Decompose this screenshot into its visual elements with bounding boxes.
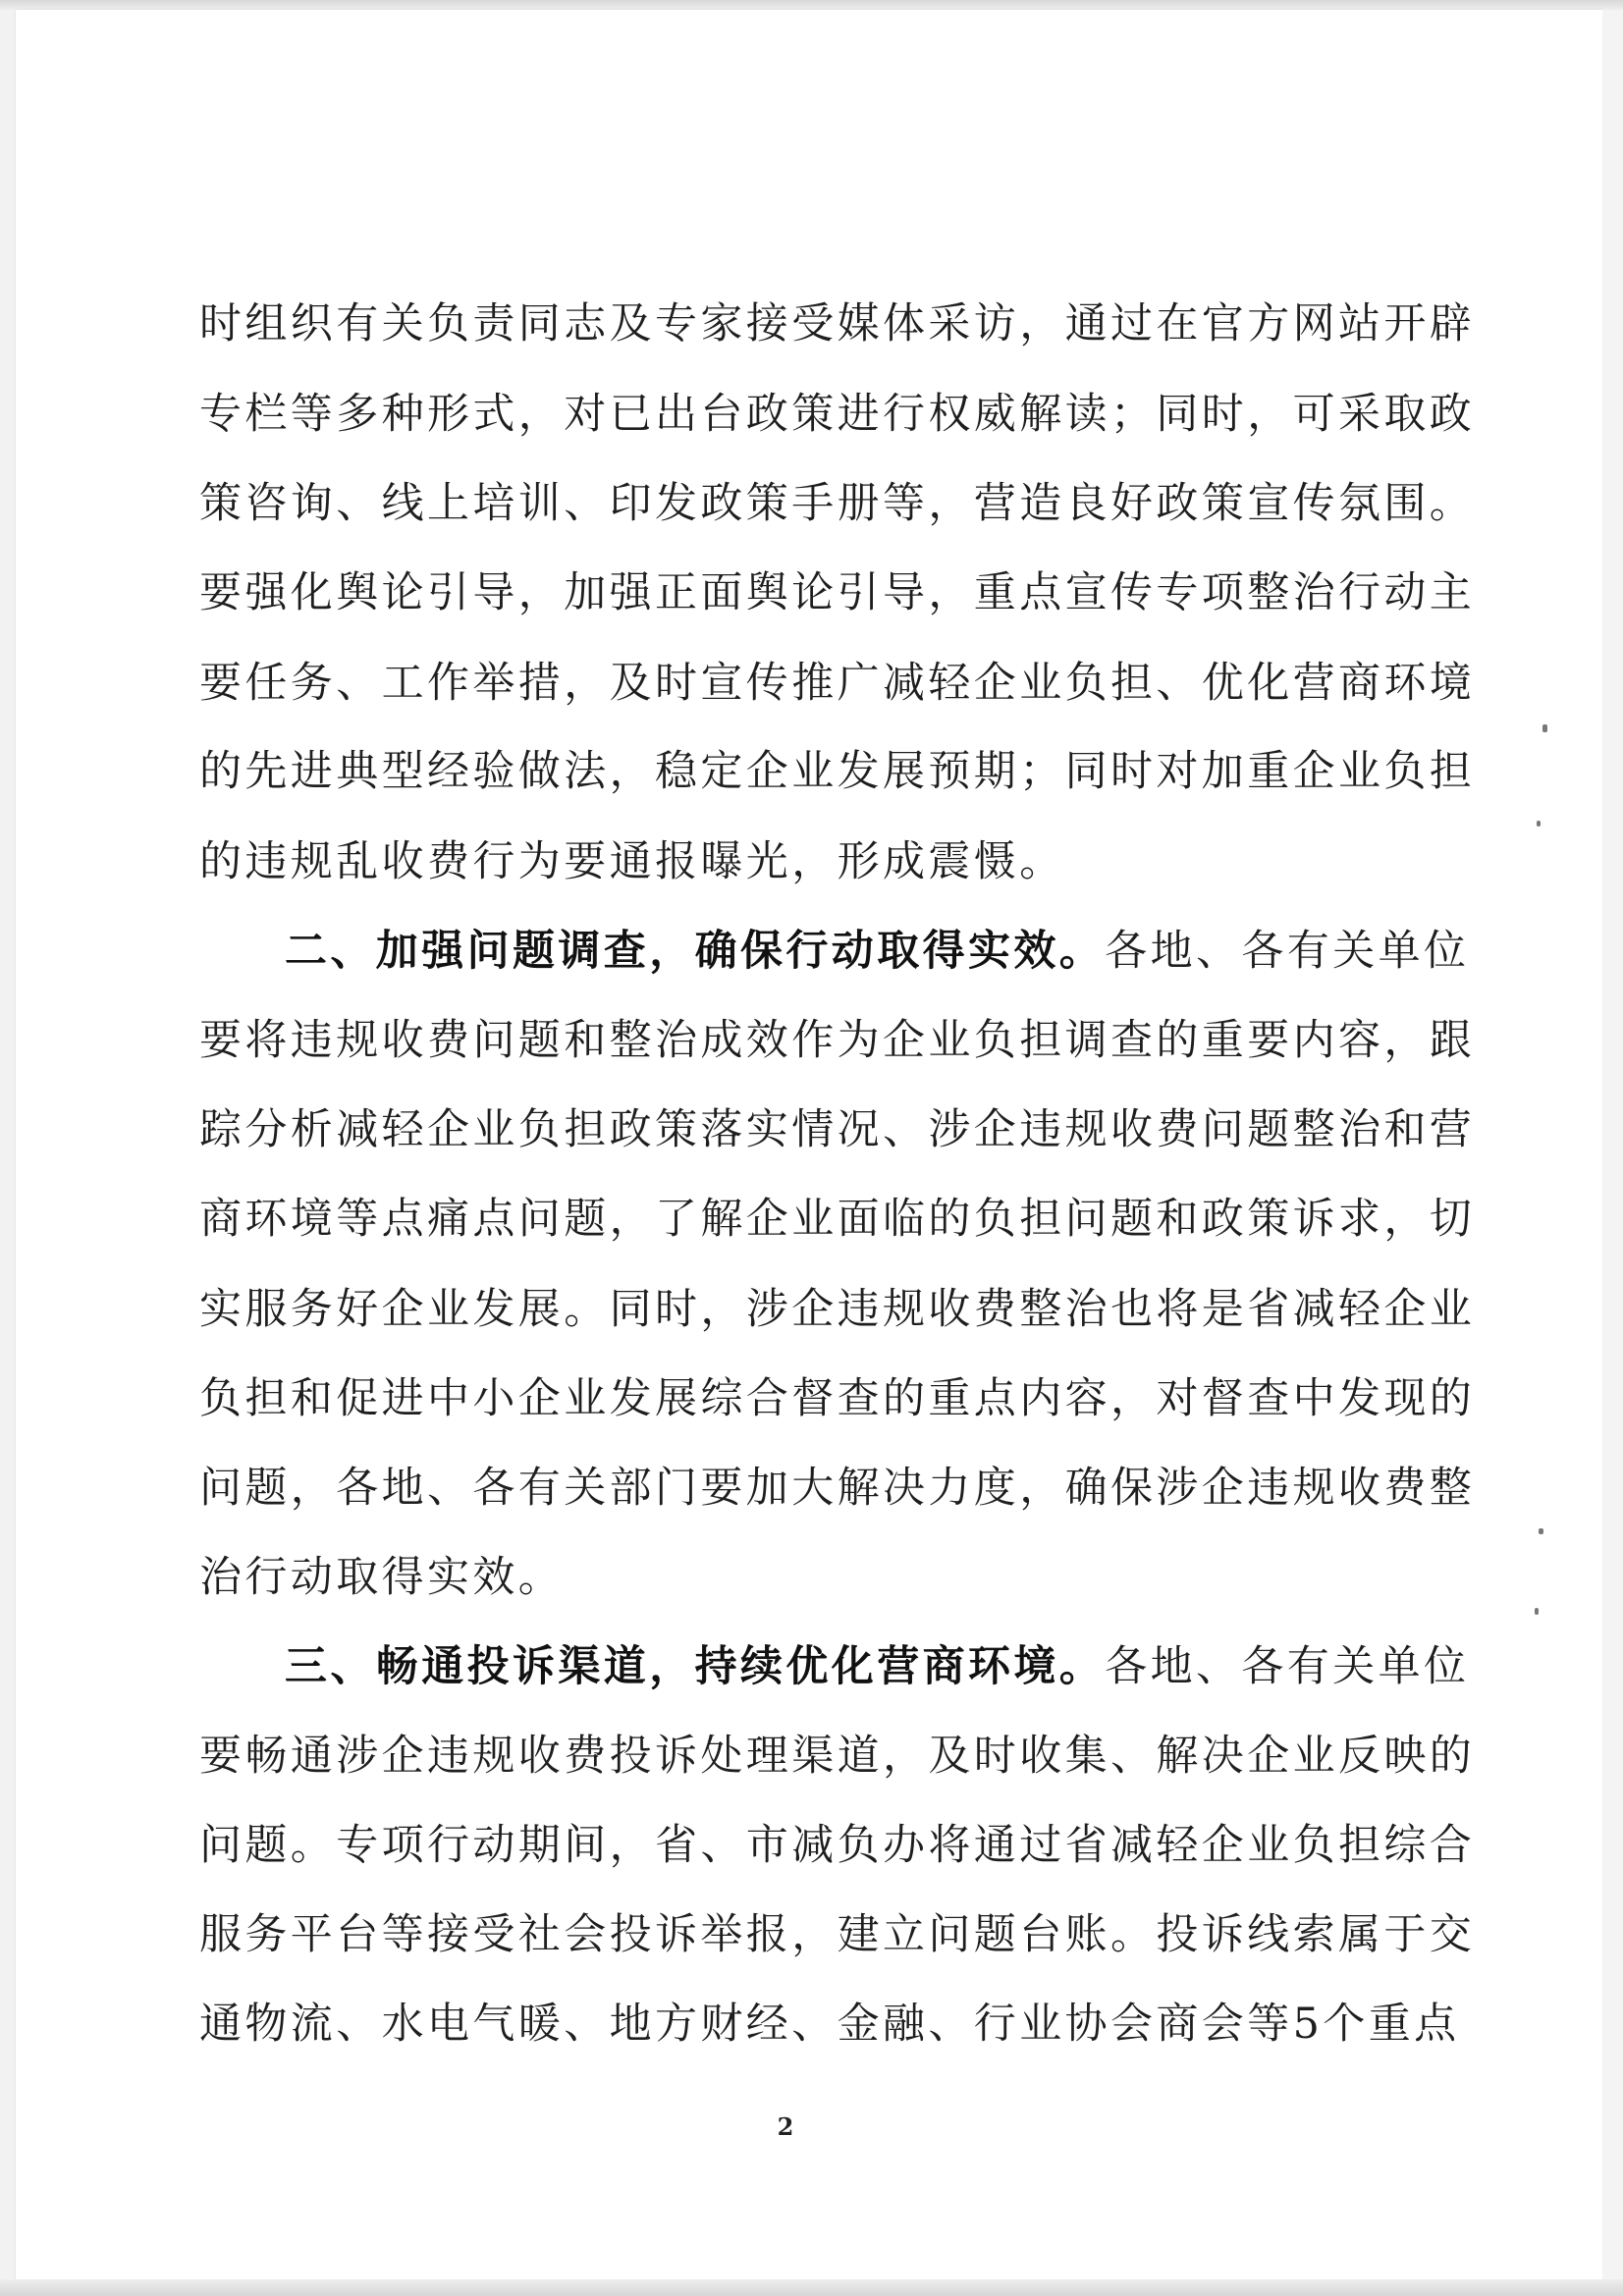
body-line: 专栏等多种形式，对已出台政策进行权威解读；同时，可采取政: [199, 390, 1476, 439]
scan-right-margin: [1602, 10, 1623, 2279]
scan-speck: [1542, 724, 1547, 732]
body-line: 治行动取得实效。: [199, 1553, 565, 1602]
body-line: 问题，各地、各有关部门要加大解决力度，确保涉企违规收费整: [199, 1464, 1476, 1513]
body-line: 时组织有关负责同志及专家接受媒体采访，通过在官方网站开辟: [199, 299, 1476, 348]
scan-bottom-border: [0, 2279, 1623, 2296]
body-line: 商环境等点痛点问题，了解企业面临的负担问题和政策诉求，切: [199, 1195, 1476, 1244]
body-line: 要强化舆论引导，加强正面舆论引导，重点宣传专项整治行动主: [199, 568, 1476, 617]
body-line: 要将违规收费问题和整治成效作为企业负担调查的重要内容，跟: [199, 1016, 1476, 1065]
body-line: 负担和促进中小企业发展综合督查的重点内容，对督查中发现的: [199, 1374, 1476, 1423]
body-line: 的违规乱收费行为要通报曝光，形成震慑。: [199, 837, 1065, 886]
scan-speck: [1537, 821, 1541, 827]
body-line: 要畅通涉企违规收费投诉处理渠道，及时收集、解决企业反映的: [199, 1732, 1476, 1781]
body-line: 的先进典型经验做法，稳定企业发展预期；同时对加重企业负担: [199, 747, 1476, 796]
section-heading-line: 二、加强问题调查，确保行动取得实效。各地、各有关单位: [285, 927, 1470, 976]
section-heading: 三、畅通投诉渠道，持续优化营商环境。: [285, 1642, 1106, 1691]
section-heading-line: 三、畅通投诉渠道，持续优化营商环境。各地、各有关单位: [285, 1642, 1470, 1691]
body-line: 踪分析减轻企业负担政策落实情况、涉企违规收费问题整治和营: [199, 1105, 1476, 1154]
section-heading: 二、加强问题调查，确保行动取得实效。: [285, 927, 1106, 976]
body-line: 策咨询、线上培训、印发政策手册等，营造良好政策宣传氛围。: [199, 479, 1476, 528]
scan-top-border: [0, 0, 1623, 10]
body-line: 实服务好企业发展。同时，涉企违规收费整治也将是省减轻企业: [199, 1285, 1476, 1334]
scan-speck: [1535, 1608, 1539, 1615]
page-number: 2: [777, 2112, 794, 2141]
body-line: 通物流、水电气暖、地方财经、金融、行业协会商会等5个重点: [199, 2000, 1460, 2049]
scan-speck: [1539, 1528, 1543, 1534]
body-line: 服务平台等接受社会投诉举报，建立问题台账。投诉线索属于交: [199, 1910, 1476, 1959]
body-line: 要任务、工作举措，及时宣传推广减轻企业负担、优化营商环境: [199, 659, 1476, 708]
body-line: 问题。专项行动期间，省、市减负办将通过省减轻企业负担综合: [199, 1821, 1476, 1870]
